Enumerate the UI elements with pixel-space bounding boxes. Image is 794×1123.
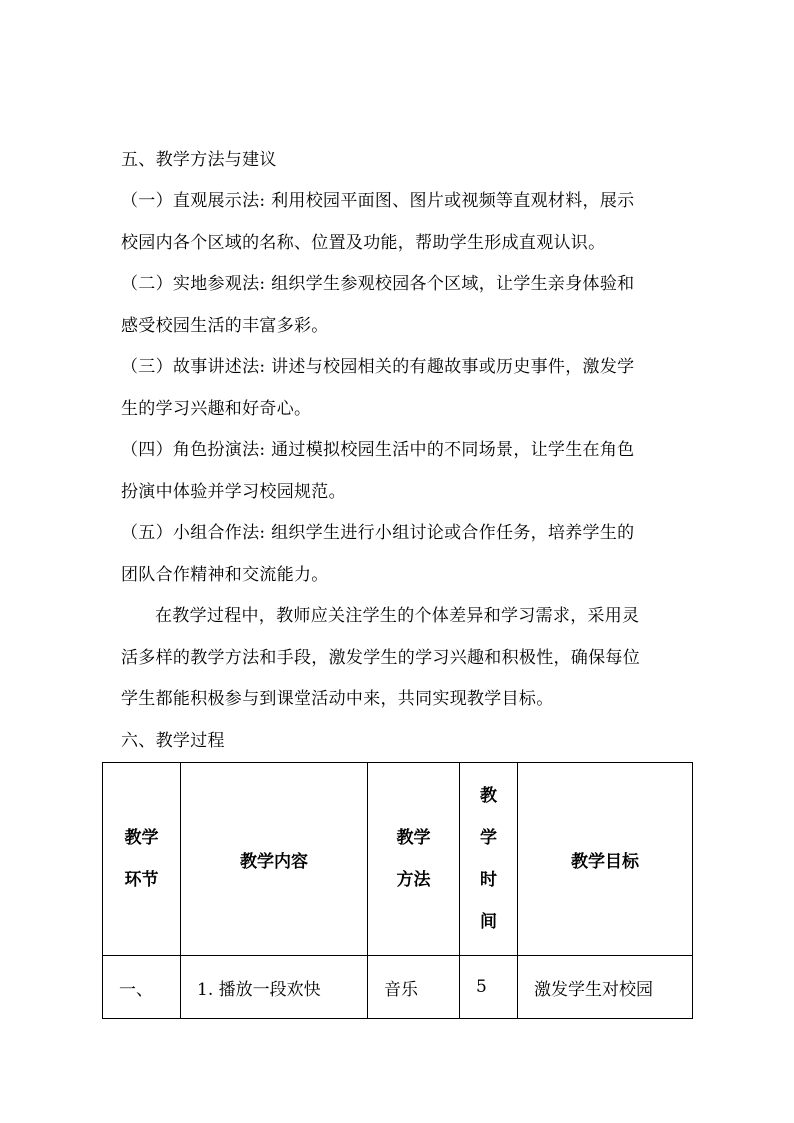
method-3-line1: （三）故事讲述法: 讲述与校园相关的有趣故事或历史事件，激发学 <box>121 357 635 377</box>
table-row <box>103 956 693 1019</box>
method-5-line1: （五）小组合作法: 组织学生进行小组讨论或合作任务，培养学生的 <box>121 523 635 543</box>
header-method <box>368 763 460 956</box>
cell-time: 5 <box>460 956 518 1019</box>
method-3-line2: 生的学习兴趣和好奇心。 <box>121 399 312 419</box>
cell-stage: 一、 <box>103 956 181 1019</box>
summary-paragraph-line1: 在教学过程中，教师应关注学生的个体差异和学习需求，采用灵 <box>155 606 640 626</box>
header-time-char1: 教 <box>480 786 497 806</box>
section5-heading: 五、教学方法与建议 <box>121 150 277 170</box>
header-time-char2: 学 <box>480 828 497 848</box>
method-4-line1: （四）角色扮演法: 通过模拟校园生活中的不同场景，让学生在角色 <box>121 440 635 460</box>
method-5-line2: 团队合作精神和交流能力。 <box>121 565 329 585</box>
method-2-line2: 感受校园生活的丰富多彩。 <box>121 316 329 336</box>
method-1-line2: 校园内各个区域的名称、位置及功能，帮助学生形成直观认识。 <box>121 233 606 253</box>
summary-paragraph-line2: 活多样的教学方法和手段，激发学生的学习兴趣和积极性，确保每位 <box>121 648 640 668</box>
header-stage <box>103 763 181 956</box>
header-method-line1: 教学 <box>396 828 431 848</box>
header-stage-line2: 环节 <box>124 870 159 890</box>
summary-paragraph-line3: 学生都能积极参与到课堂活动中来，共同实现教学目标。 <box>121 689 554 709</box>
method-2-line1: （二）实地参观法: 组织学生参观校园各个区域，让学生亲身体验和 <box>121 274 635 294</box>
header-method-line2: 方法 <box>396 870 431 890</box>
header-goal: 教学目标 <box>518 763 693 956</box>
cell-method: 音乐 <box>368 956 460 1019</box>
cell-goal: 激发学生对校园 <box>518 956 693 1019</box>
header-time-char3: 时 <box>480 870 497 890</box>
section6-heading: 六、教学过程 <box>121 731 225 751</box>
table-header-row <box>103 763 693 956</box>
method-4-line2: 扮演中体验并学习校园规范。 <box>121 482 346 502</box>
method-1-line1: （一）直观展示法: 利用校园平面图、图片或视频等直观材料，展示 <box>121 191 635 211</box>
teaching-process-table <box>102 762 693 1019</box>
header-content: 教学内容 <box>181 763 368 956</box>
header-time-char4: 间 <box>480 912 497 932</box>
cell-content: 1. 播放一段欢快 <box>181 956 368 1019</box>
header-stage-line1: 教学 <box>124 828 159 848</box>
header-time <box>460 763 518 956</box>
